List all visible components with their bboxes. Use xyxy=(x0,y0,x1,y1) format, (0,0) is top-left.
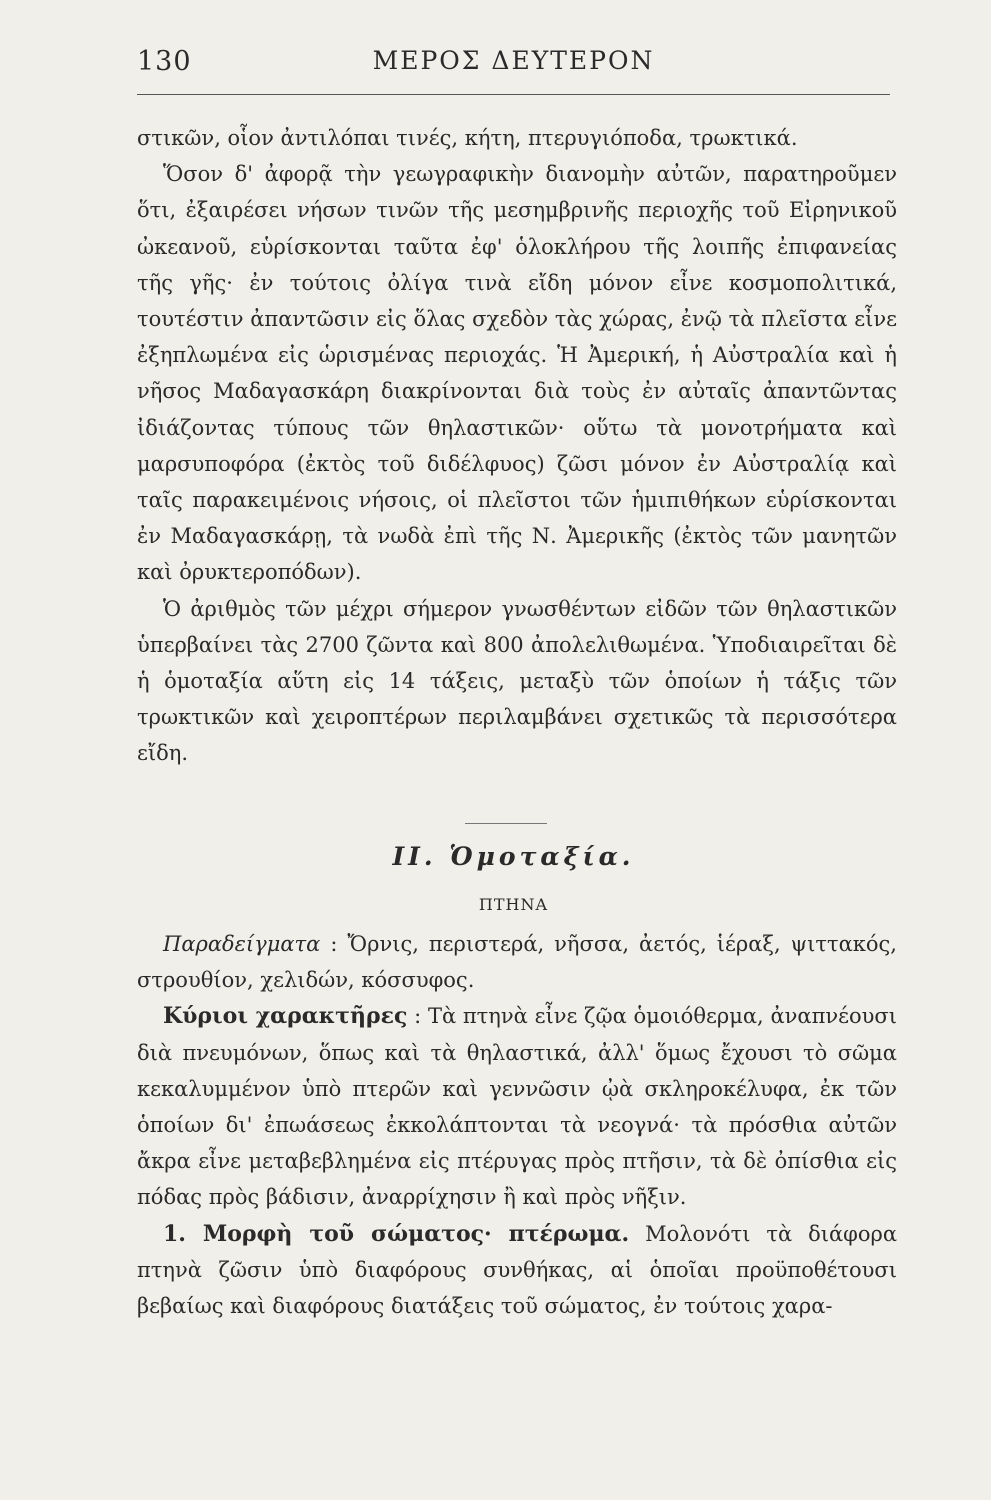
intro-text xyxy=(137,120,897,772)
examples-text: : Ὄρνις, περιστερά, νῆσσα, ἀετός, ἱέραξ, ψιττακός, στρουθίον, χελιδών, κόσσυφος. xyxy=(137,932,897,993)
class-label: ΠΤΗΝΑ xyxy=(478,895,549,914)
paragraph-characteristics xyxy=(137,998,897,1215)
birds-text xyxy=(137,926,897,1324)
section-heading: ΙΙ. Ὁμοταξία. xyxy=(392,842,635,871)
header-rule xyxy=(137,94,890,95)
body-form-text: Μολονότι τὰ διάφορα πτηνὰ ζῶσιν ὑπὸ διαφόρους συνθήκας, αἱ ὁποῖαι προϋποθέτουσι βεβαίως καὶ διαφόρους διατάξεις τοῦ σώματος, ἐν τούτοις χαρα- xyxy=(137,1221,897,1319)
paragraph-continuation: στικῶν, οἷον ἀντιλόπαι τινές, κήτη, πτερυγιόποδα, τρωκτικά. xyxy=(137,126,798,150)
examples-label: Παραδείγματα xyxy=(163,932,321,956)
paragraph-examples xyxy=(137,926,897,998)
characteristics-label: Κύριοι χαρακτῆρες xyxy=(163,1003,408,1030)
section-divider xyxy=(465,823,547,824)
page-header xyxy=(137,46,890,86)
paragraph-distribution: Ὅσον δ' ἀφορᾷ τὴν γεωγραφικὴν διανομὴν αὐτῶν, παρατηροῦμεν ὅτι, ἐξαιρέσει νήσων τινῶν τῆς μεσημβρινῆς περιοχῆς τοῦ Εἰρηνικοῦ ὠκεανοῦ, εὑρίσκονται ταῦτα ἐφ' ὁλοκλήρου τῆς λοιπῆς ἐπιφανείας τῆς γῆς· ἐν τούτοις ὀλίγα τινὰ εἴδη μόνον εἶνε κοσμοπολιτικά, τουτέστιν ἀπαντῶσιν εἰς ὅλας σχεδὸν τὰς χώρας, ἐνῷ τὰ πλεῖστα εἶνε ἐξηπλωμένα εἰς ὡρισμένας περιοχάς. Ἡ Ἀμερική, ἡ Αὐστραλία καὶ ἡ νῆσος Μαδαγασκάρη διακρίνονται διὰ τοὺς ἐν αὐταῖς ἀπαντῶντας ἰδιάζοντας τύπους τῶν θηλαστικῶν· οὕτω τὰ μονοτρήματα καὶ μαρσυποφόρα (ἐκτὸς τοῦ διδέλφυος) ζῶσι μόνον ἐν Αὐστραλίᾳ καὶ ταῖς παρακειμένοις νήσοις, οἱ πλεῖστοι τῶν ἡμιπιθήκων εὑρίσκονται ἐν Μαδαγασκάρῃ, τὰ νωδὰ ἐπὶ τῆς Ν. Ἀμερικῆς (ἐκτὸς τῶν μανητῶν καὶ ὀρυκτεροπόδων). xyxy=(137,162,897,585)
page-number: 130 xyxy=(137,46,192,77)
paragraph-species-count: Ὁ ἀριθμὸς τῶν μέχρι σήμερον γνωσθέντων εἰδῶν τῶν θηλαστικῶν ὑπερβαίνει τὰς 2700 ζῶντα καὶ 800 ἀπολελιθωμένα. Ὑποδιαιρεῖται δὲ ἡ ὁμοταξία αὕτη εἰς 14 τάξεις, μεταξὺ τῶν ὁποίων ἡ τάξις τῶν τρωκτικῶν καὶ χειροπτέρων περιλαμβάνει σχετικῶς τὰ περισσότερα εἴδη. xyxy=(137,596,897,766)
characteristics-text: : Τὰ πτηνὰ εἶνε ζῷα ὁμοιόθερμα, ἀναπνέουσι διὰ πνευμόνων, ὅπως καὶ τὰ θηλαστικά, ἀλλ' ὅμως ἔχουσι τὸ σῶμα κεκαλυμμένον ὑπὸ πτερῶν καὶ γεννῶσιν ᾠὰ σκληροκέλυφα, ἐκ τῶν ὁποίων δι' ἐπωάσεως ἐκκολάπτονται τὰ νεογνά· τὰ πρόσθια αὐτῶν ἄκρα εἶνε μεταβεβλημένα εἰς πτέρυγας πρὸς πτῆσιν, τὰ δὲ ὀπίσθια εἰς πόδας πρὸς βάδισιν, ἀναρρίχησιν ἢ καὶ πρὸς νῆξιν. xyxy=(137,1004,898,1210)
body-form-label: 1. Μορφὴ τοῦ σώματος· πτέρωμα. xyxy=(163,1220,630,1247)
paragraph-body-form xyxy=(137,1216,897,1325)
running-title: ΜΕΡΟΣ ΔΕΥΤΕΡΟΝ xyxy=(372,46,655,75)
